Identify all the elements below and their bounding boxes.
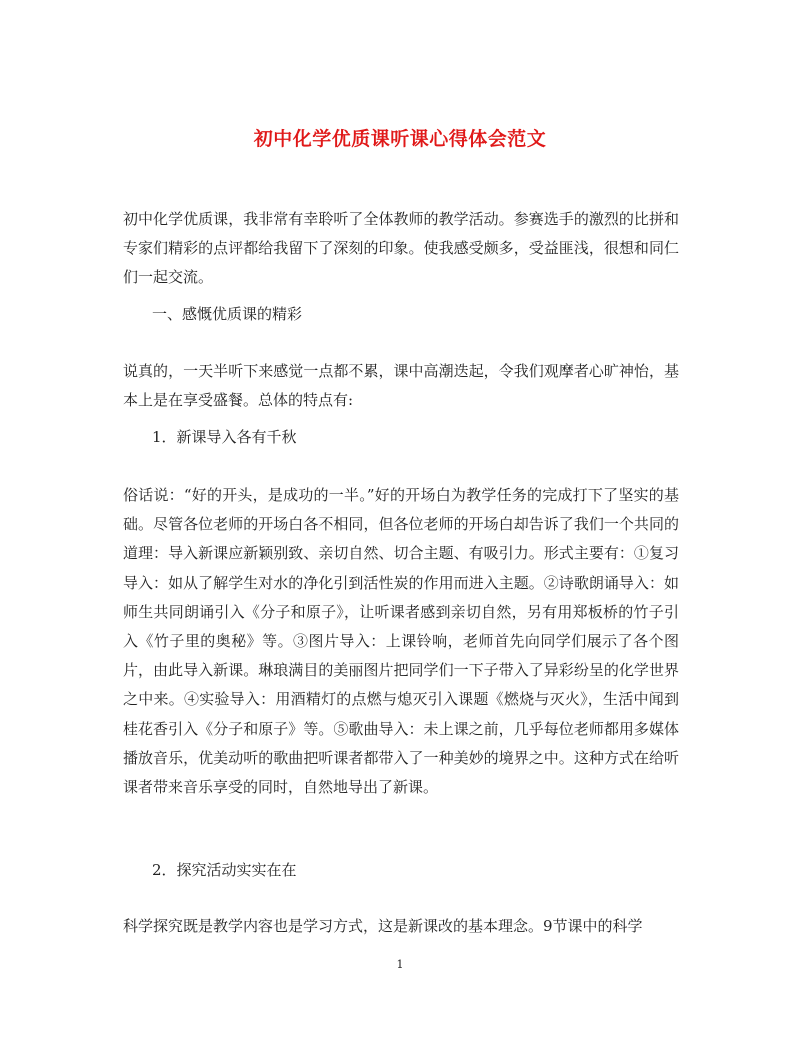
subsection-heading-2: 2．探究活动实实在在 (152, 861, 297, 879)
intro-paragraph: 初中化学优质课，我非常有幸聆听了全体教师的教学活动。参赛选手的激烈的比拼和专家们精彩的点评都给我留下了深刻的印象。使我感受颇多，受益匪浅，很想和同仁们一起交流。 (123, 210, 679, 287)
page-number: 1 (396, 958, 404, 971)
section-1-paragraph: 说真的，一天半听下来感觉一点都不累，课中高潮迭起，令我们观摩者心旷神怡，基本上是在享受盛餐。总体的特点有: (123, 362, 679, 410)
subsection-2-paragraph: 科学探究既是教学内容也是学习方式，这是新课改的基本理念。9节课中的科学 (123, 917, 643, 935)
section-heading-1: 一、感慨优质课的精彩 (152, 305, 303, 323)
subsection-1-paragraph: 俗话说：“好的开头，是成功的一半。”好的开场白为教学任务的完成打下了坚实的基础。尽管各位老师的开场白各不相同，但各位老师的开场白却告诉了我们一个共同的道理：导入新课应新颖别致、亲切自然、切合主题、有吸引力。形式主要有：①复习导入：如从了解学生对水的净化引到活性炭的作用而进入主题。②诗歌朗诵导入：如师生共同朗诵引入《分子和原子》，让听课者感到亲切自然，另有用郑板桥的竹子引入《竹子里的奥秘》等。③图片导入：上课铃响，老师首先向同学们展示了各个图片，由此导入新课。琳琅满目的美丽图片把同学们一下子带入了异彩纷呈的化学世界之中来。④实验导入：用酒精灯的点燃与熄灭引入课题《燃烧与灭火》，生活中闻到桂花香引入《分子和原子》等。⑤歌曲导入：未上课之前，几乎每位老师都用多媒体播放音乐，优美动听的歌曲把听课者都带入了一种美妙的境界之中。这种方式在给听课者带来音乐享受的同时，自然地导出了新课。 (123, 486, 679, 797)
document-title: 初中化学优质课听课心得体会范文 (253, 127, 547, 150)
subsection-heading-1: 1．新课导入各有千秋 (152, 428, 297, 446)
